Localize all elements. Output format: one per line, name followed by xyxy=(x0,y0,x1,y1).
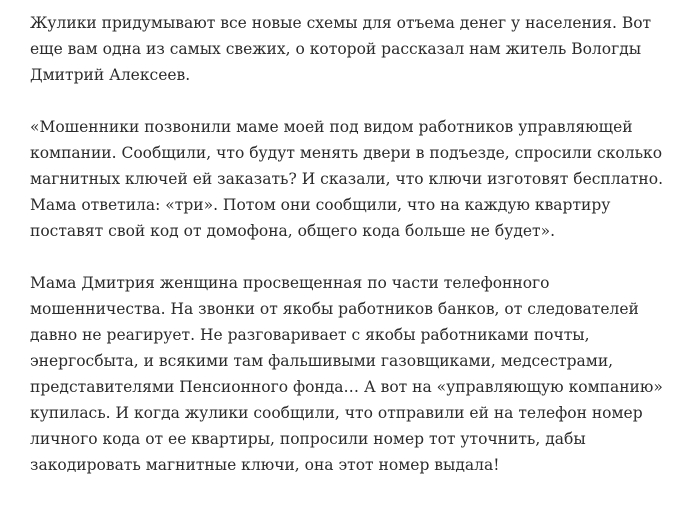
article-paragraph-quote: «Мошенники позвонили маме моей под видом работников управляющей компании. Сообщили, что будут менять двери в подъезде, спросили сколько магнитных ключей ей заказать? И сказали, что ключи изготовят бесплатно. Мама ответила: «три». Потом они сообщили, что на каждую квартиру поставят свой код от домофона, общего кода больше не будет». xyxy=(30,118,664,240)
article-paragraph-intro: Жулики придумывают все новые схемы для отъема денег у населения. Вот еще вам одна из самых свежих, о которой рассказал нам житель Вологды Дмитрий Алексеев. xyxy=(30,14,652,84)
article-paragraph-story: Мама Дмитрия женщина просвещенная по части телефонного мошенничества. На звонки от якобы работников банков, от следователей давно не реагирует. Не разговаривает с якобы работниками почты, энергосбыта, и всякими там фальшивыми газовщиками, медсестрами, представителями Пенсионного фонда… А вот на «управляющую компанию» купилась. И когда жулики сообщили, что отправили ей на телефон номер личного кода от ее квартиры, попросили номер тот уточнить, дабы закодировать магнитные ключи, она этот номер выдала! xyxy=(30,274,663,474)
article-body xyxy=(30,10,680,478)
